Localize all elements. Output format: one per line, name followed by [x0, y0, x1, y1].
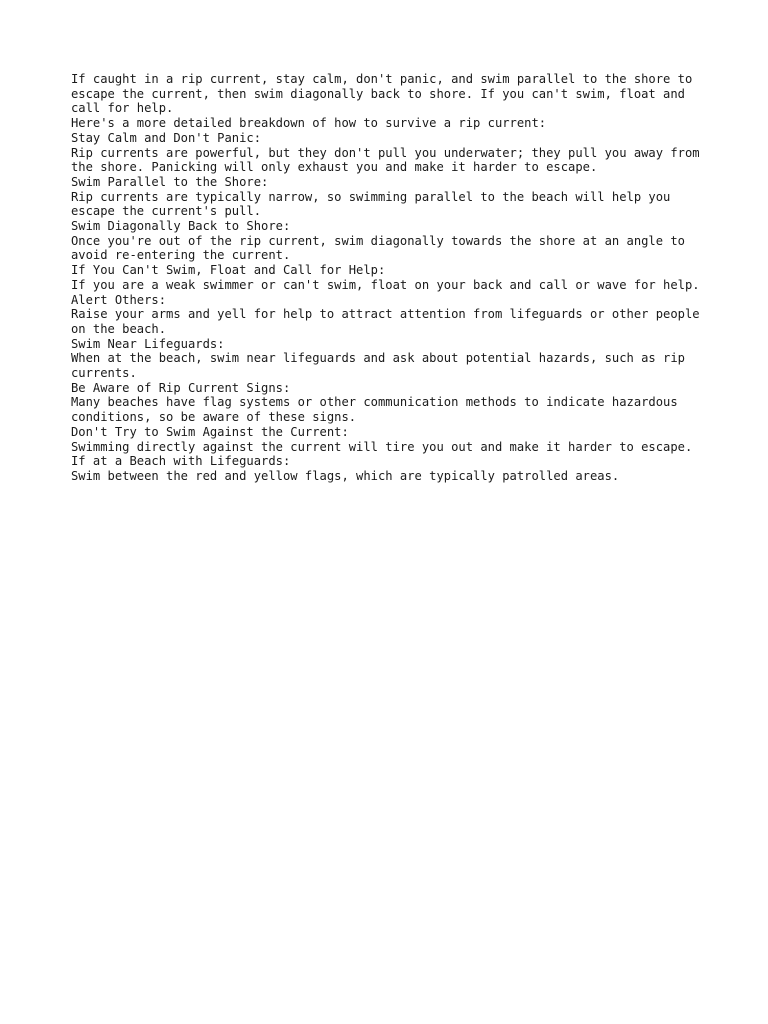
section-heading: Swim Parallel to the Shore:	[71, 174, 269, 189]
section-heading: Swim Near Lifeguards:	[71, 336, 225, 351]
section-body: When at the beach, swim near lifeguards and ask about potential hazards, such as rip currents.	[71, 351, 693, 381]
intro-paragraph: If caught in a rip current, stay calm, don't panic, and swim parallel to the shore to escape the current, then swim diagonally back to shore. If you can't swim, float and call for help.	[71, 72, 700, 116]
section-body: Raise your arms and yell for help to attract attention from lifeguards or other people on the beach.	[71, 307, 707, 336]
section-body: Rip currents are powerful, but they don't pull you underwater; they pull you away from the shore. Panicking will only exhaust you and make it harder to escape.	[71, 145, 707, 175]
section-heading: If at a Beach with Lifeguards:	[71, 454, 291, 469]
section-body: Swimming directly against the current will tire you out and make it harder to escape.	[71, 439, 693, 454]
section-heading: Don't Try to Swim Against the Current:	[71, 424, 349, 439]
section-heading: Stay Calm and Don't Panic:	[71, 130, 262, 145]
section-body: Rip currents are typically narrow, so swimming parallel to the beach will help you escape the current's pull.	[71, 189, 678, 219]
section-body: Many beaches have flag systems or other communication methods to indicate hazardous conditions, so be aware of these signs.	[71, 395, 685, 425]
section-heading: Swim Diagonally Back to Shore:	[71, 219, 291, 234]
lead-line: Here's a more detailed breakdown of how to survive a rip current:	[71, 116, 547, 131]
section-heading: Alert Others:	[71, 292, 167, 307]
section-heading: If You Can't Swim, Float and Call for Help:	[71, 263, 386, 278]
document-page	[71, 72, 711, 484]
section-body: If you are a weak swimmer or can't swim, float on your back and call or wave for help.	[71, 277, 700, 292]
section-heading: Be Aware of Rip Current Signs:	[71, 380, 291, 395]
section-body: Once you're out of the rip current, swim diagonally towards the shore at an angle to avoid re-entering the current.	[71, 233, 693, 263]
section-body: Swim between the red and yellow flags, which are typically patrolled areas.	[71, 468, 620, 483]
